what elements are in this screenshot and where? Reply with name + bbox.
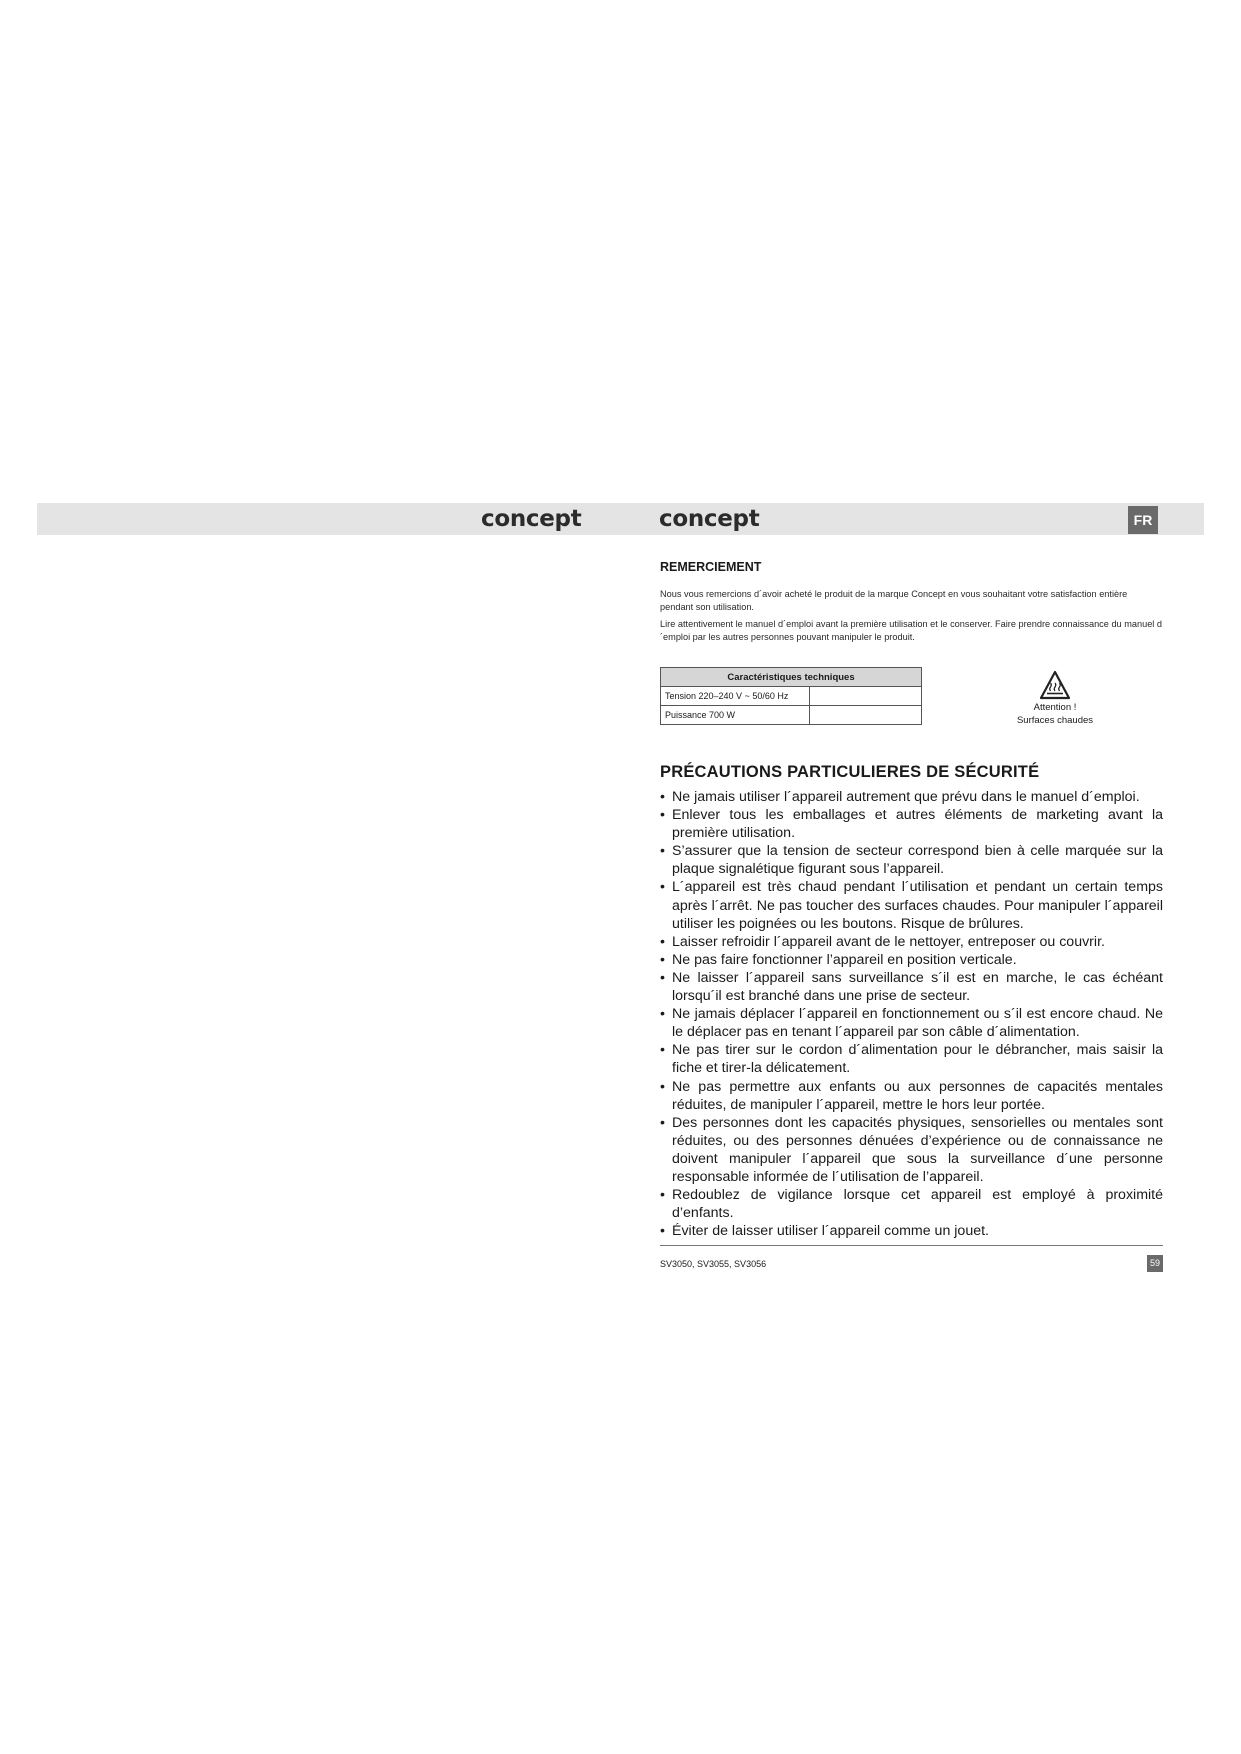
page-footer bbox=[660, 1255, 1163, 1279]
warning-line-2: Surfaces chaudes bbox=[1016, 715, 1094, 726]
model-numbers: SV3050, SV3055, SV3056 bbox=[660, 1259, 767, 1270]
page-number: 59 bbox=[1147, 1255, 1163, 1272]
spec-value bbox=[810, 687, 922, 706]
list-item: • Ne pas permettre aux enfants ou aux personnes de capacités mentales réduites, de manipuler l´appareil, mettre le hors leur portée. bbox=[660, 1078, 1163, 1114]
header-bar bbox=[37, 503, 1204, 535]
specs-table bbox=[660, 667, 922, 725]
spec-value bbox=[810, 706, 922, 725]
thanks-paragraph: Lire attentivement le manuel d´emploi avant la première utilisation et le conserver. Faire prendre connaissance du manuel d´emploi par les autres personnes pouvant manipuler le produit. bbox=[660, 619, 1163, 642]
thanks-title: REMERCIEMENT bbox=[660, 560, 762, 574]
list-item: • L´appareil est très chaud pendant l´utilisation et pendant un certain temps après l´arrêt. Ne pas toucher des surfaces chaudes. Pour manipuler l´appareil utiliser les poignées ou les boutons. Risque de brûlures. bbox=[660, 878, 1163, 932]
spec-label: Puissance 700 W bbox=[661, 706, 810, 725]
concept-logo-right: concept bbox=[659, 506, 760, 532]
list-item: • Ne jamais utiliser l´appareil autrement que prévu dans le manuel d´emploi. bbox=[660, 788, 1163, 806]
specs-row bbox=[660, 667, 1163, 727]
list-item: • Des personnes dont les capacités physiques, sensorielles ou mentales sont réduites, ou des personnes dénuées d’expérience ou de connaissance ne doivent manipuler l´appareil que sous la surveillance d´une personne responsable informée de l´utilisation de l’appareil. bbox=[660, 1114, 1163, 1186]
list-item: • Éviter de laisser utiliser l´appareil comme un jouet. bbox=[660, 1222, 1163, 1240]
language-badge: FR bbox=[1128, 506, 1158, 534]
list-item: • Ne pas faire fonctionner l’appareil en position verticale. bbox=[660, 951, 1163, 969]
thanks-paragraph: Nous vous remercions d´avoir acheté le produit de la marque Concept en vous souhaitant votre satisfaction entière pendant son utilisation. bbox=[660, 589, 1128, 612]
concept-logo-left: concept bbox=[481, 506, 582, 532]
list-item: • Ne pas tirer sur le cordon d´alimentation pour le débrancher, mais saisir la fiche et tirer-la délicatement. bbox=[660, 1041, 1163, 1077]
list-item: • Enlever tous les emballages et autres éléments de marketing avant la première utilisation. bbox=[660, 806, 1163, 842]
thanks-text bbox=[660, 588, 1163, 644]
hot-surface-warning bbox=[995, 670, 1115, 727]
precautions-list bbox=[660, 788, 1163, 1240]
manual-page bbox=[660, 555, 1163, 1279]
list-item: • Laisser refroidir l´appareil avant de le nettoyer, entreposer ou couvrir. bbox=[660, 933, 1163, 951]
table-row bbox=[661, 706, 922, 725]
list-item: • Ne jamais déplacer l´appareil en fonctionnement ou s´il est encore chaud. Ne le déplacer pas en tenant l´appareil par son câble d´alimentation. bbox=[660, 1005, 1163, 1041]
hot-surface-warning-icon bbox=[1039, 670, 1071, 700]
table-row bbox=[661, 687, 922, 706]
spec-label: Tension 220–240 V ~ 50/60 Hz bbox=[661, 687, 810, 706]
list-item: • Redoublez de vigilance lorsque cet appareil est employé à proximité d’enfants. bbox=[660, 1186, 1163, 1222]
list-item: • Ne laisser l´appareil sans surveillance s´il est en marche, le cas échéant lorsqu´il est branché dans une prise de secteur. bbox=[660, 969, 1163, 1005]
footer-divider bbox=[660, 1245, 1163, 1246]
precautions-title: PRÉCAUTIONS PARTICULIERES DE SÉCURITÉ bbox=[660, 763, 1040, 781]
list-item: • S’assurer que la tension de secteur correspond bien à celle marquée sur la plaque signalétique figurant sous l’appareil. bbox=[660, 842, 1163, 878]
warning-line-1: Attention ! bbox=[1033, 702, 1077, 713]
specs-table-title: Caractéristiques techniques bbox=[661, 668, 922, 687]
